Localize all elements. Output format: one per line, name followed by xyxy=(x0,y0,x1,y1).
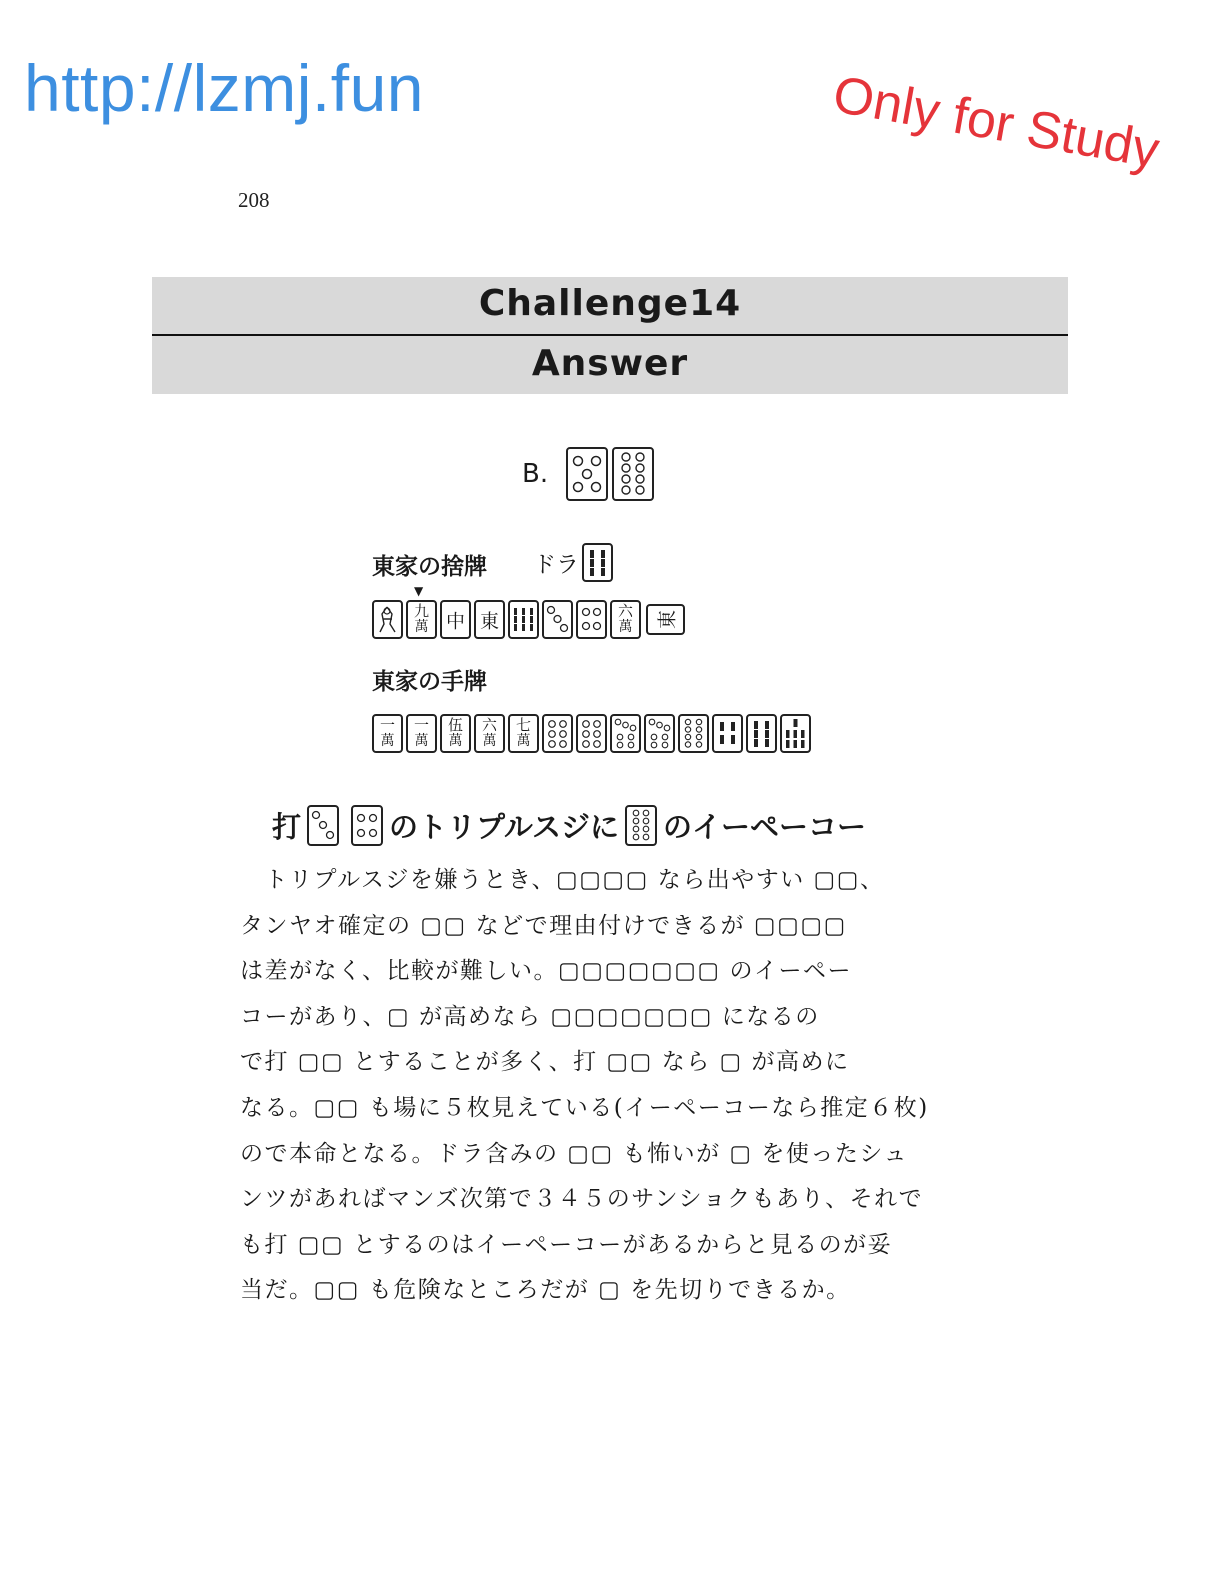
tile-7p xyxy=(610,714,641,753)
tile-7s xyxy=(780,714,811,753)
answer-line xyxy=(522,446,658,502)
section-heading xyxy=(272,805,866,846)
text-line: タンヤオ確定の ▢▢ などで理由付けできるが ▢▢▢▢ xyxy=(240,912,847,939)
tile-6s xyxy=(746,714,777,753)
page-number: 208 xyxy=(238,188,270,212)
explanation-text xyxy=(240,858,952,1314)
tile-7p xyxy=(644,714,675,753)
riichi-marker-icon: ▼ xyxy=(414,584,424,598)
text-line: も打 ▢▢ とするのはイーペーコーがあるからと見るのが妥 xyxy=(240,1231,893,1258)
tile-5p xyxy=(566,447,608,501)
tile-9m: 九 萬 xyxy=(406,600,437,639)
discards-label: 東家の捨牌 xyxy=(372,554,487,580)
tile-3p xyxy=(542,600,573,639)
challenge-title: Challenge14 xyxy=(478,283,742,324)
dora-indicator xyxy=(533,543,616,582)
tile-6p xyxy=(542,714,573,753)
tile-4p xyxy=(576,600,607,639)
answer-choice: B. xyxy=(522,459,549,489)
tile-1m: 一 萬 xyxy=(372,714,403,753)
tile-chun: 中 xyxy=(440,600,471,639)
tile-8p xyxy=(612,447,654,501)
tile-1s xyxy=(372,600,403,639)
tile-ton: 東 xyxy=(474,600,505,639)
tile-6m: 六 萬 xyxy=(474,714,505,753)
tile-4s xyxy=(712,714,743,753)
hand-row xyxy=(372,714,814,753)
tile-6s xyxy=(582,543,613,582)
text-line: ンツがあればマンズ次第で３４５のサンショクもあり、それで xyxy=(240,1186,924,1213)
heading-tiles-3p-4p xyxy=(301,805,389,846)
tile-1m: 一 萬 xyxy=(406,714,437,753)
hand-label: 東家の手牌 xyxy=(372,669,487,695)
text-line: コーがあり、▢ が高めなら ▢▢▢▢▢▢▢ になるの xyxy=(240,1003,820,1030)
watermark-url: http://lzmj.fun xyxy=(24,51,424,125)
tile-7m: 七 萬 xyxy=(508,714,539,753)
dora-label: ドラ xyxy=(533,552,579,578)
tile-3p xyxy=(307,805,339,846)
heading-mid: のトリプルスジに xyxy=(389,810,619,844)
tile-6p xyxy=(576,714,607,753)
text-line: 当だ。▢▢ も危険なところだが ▢ を先切りできるか。 xyxy=(240,1277,851,1304)
text-line: ので本命となる。ドラ含みの ▢▢ も怖いが ▢ を使ったシュ xyxy=(240,1140,908,1167)
text-line: トリプルスジを嫌うとき、▢▢▢▢ なら出やすい ▢▢、 xyxy=(240,867,885,893)
tile-4p xyxy=(351,805,383,846)
heading-suffix: のイーペーコー xyxy=(663,810,867,844)
tile-8p xyxy=(625,805,657,846)
discard-row xyxy=(372,600,689,639)
watermark-study-note: Only for Study xyxy=(828,65,1164,180)
answer-tiles xyxy=(566,447,658,501)
tile-8p xyxy=(678,714,709,753)
tile-6m: 六 萬 xyxy=(610,600,641,639)
challenge-subtitle: Answer xyxy=(531,343,689,384)
tile-9s xyxy=(508,600,539,639)
text-line: で打 ▢▢ とすることが多く、打 ▢▢ なら ▢ が高めに xyxy=(240,1049,850,1076)
text-line: なる。▢▢ も場に５枚見えている(イーペーコーなら推定６枚) xyxy=(240,1094,929,1121)
tile-ton-sideways: 東 xyxy=(646,604,685,635)
header-divider xyxy=(152,334,1068,336)
text-line: は差がなく、比較が難しい。▢▢▢▢▢▢▢ のイーペー xyxy=(240,958,852,985)
challenge-header xyxy=(152,277,1068,394)
tile-5m: 伍 萬 xyxy=(440,714,471,753)
heading-prefix: 打 xyxy=(272,810,302,844)
